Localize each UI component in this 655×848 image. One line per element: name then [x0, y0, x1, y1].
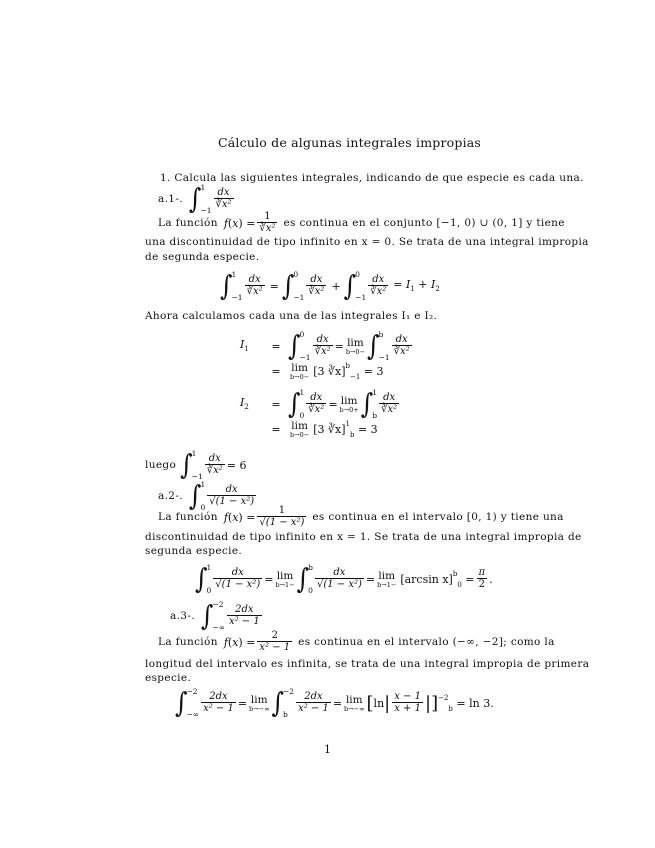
a1-label: a.1-.: [158, 193, 183, 205]
a1-split-equation: ∫ 1 −1 $\frac{dx}{\text{∛x²}}$ = ∫ 0 −1 $\frac{dx}{\text{∛x²}}$ + ∫ 0 −1 $\frac{dx}{\text{∛x²}}$ = $I_1 + I_2$: [220, 269, 440, 303]
a1-text-line3: de segunda especie.: [145, 251, 260, 263]
a2-text-line2: discontinuidad de tipo infinito en x = 1. Se trata de una integral impropia de: [145, 531, 582, 543]
exercise-intro: 1. Calcula las siguientes integrales, indicando de que especie es cada una.: [160, 172, 584, 184]
page-number: 1: [324, 743, 331, 756]
a3-label: a.3-.: [170, 610, 195, 622]
a1-result: luego ∫ 1 −1 $\frac{dx}{\text{∛x²}}$ = 6: [145, 448, 247, 482]
a1-heading: a.1-. ∫ 1 −1 $\frac{dx}{\text{∛x²}}$: [158, 182, 232, 216]
a2-equation: ∫ 1 0 $\frac{dx}{\text{√(1 − x²)}}$ = lim b→1− ∫ b 0 $\frac{dx}{\text{√(1 − x²)}}$ = lim b→1− [arcsin x]$^b_0$ = $\frac{\pi}{2}$ .: [195, 562, 493, 596]
a3-text-line1: La función f(x) = $\frac{2}{\text{x² − 1}}$ es continua en el intervalo (−∞, −2]; como la: [158, 630, 555, 653]
a1-text-line2: una discontinuidad de tipo infinito en x = 0. Se trata de una integral impropia: [145, 236, 589, 248]
a1-split-text: Ahora calculamos cada una de las integrales I₁ e I₂.: [145, 310, 438, 322]
a2-label: a.2-.: [158, 490, 183, 502]
a3-text-line2: longitud del intervalo es infinita, se trata de una integral impropia de primera: [145, 658, 590, 670]
i1-line1: $I_1$ = ∫ 0 −1 $\frac{dx}{\text{∛x²}}$ = lim b→0− ∫ b −1 $\frac{dx}{\text{∛x²}}$: [240, 329, 410, 363]
i2-line2: = lim b→0− [3 ∛x]$^1_b$ = 3: [271, 420, 378, 439]
a3-equation: ∫ −2 −∞ $\frac{2dx}{\text{x² − 1}}$ = lim b→−∞ ∫ −2 b $\frac{2dx}{\text{x² − 1}}$ = lim b→−∞ [ ln | $\frac{x - 1}{x + 1}$ | ] $^{-2}_b$ = ln 3.: [175, 686, 494, 720]
page-title: Cálculo de algunas integrales impropias: [218, 135, 482, 150]
a3-heading: a.3-. ∫ −2 −∞ $\frac{2dx}{\text{x² − 1}}$: [170, 599, 260, 633]
a2-heading: a.2-. ∫ 1 0 $\frac{dx}{\text{√(1 − x²)}}$: [158, 479, 255, 513]
a3-text-line3: especie.: [145, 672, 192, 684]
a2-text-line3: segunda especie.: [145, 545, 243, 557]
i1-line2: = lim b→0− [3 ∛x]$^b_{-1}$ = 3: [271, 362, 384, 381]
a1-text-line1: La función f(x) = $\frac{1}{\text{∛x²}}$ es continua en el conjunto [−1, 0) ∪ (0, 1] y tiene: [158, 211, 565, 234]
i2-line1: $I_2$ = ∫ 1 0 $\frac{dx}{\text{∛x²}}$ = lim b→0+ ∫ 1 b $\frac{dx}{\text{∛x²}}$: [240, 387, 398, 421]
a2-text-line1: La función f(x) = $\frac{1}{\text{√(1 − x²)}}$ es continua en el intervalo [0, 1) y tiene una: [158, 505, 564, 528]
